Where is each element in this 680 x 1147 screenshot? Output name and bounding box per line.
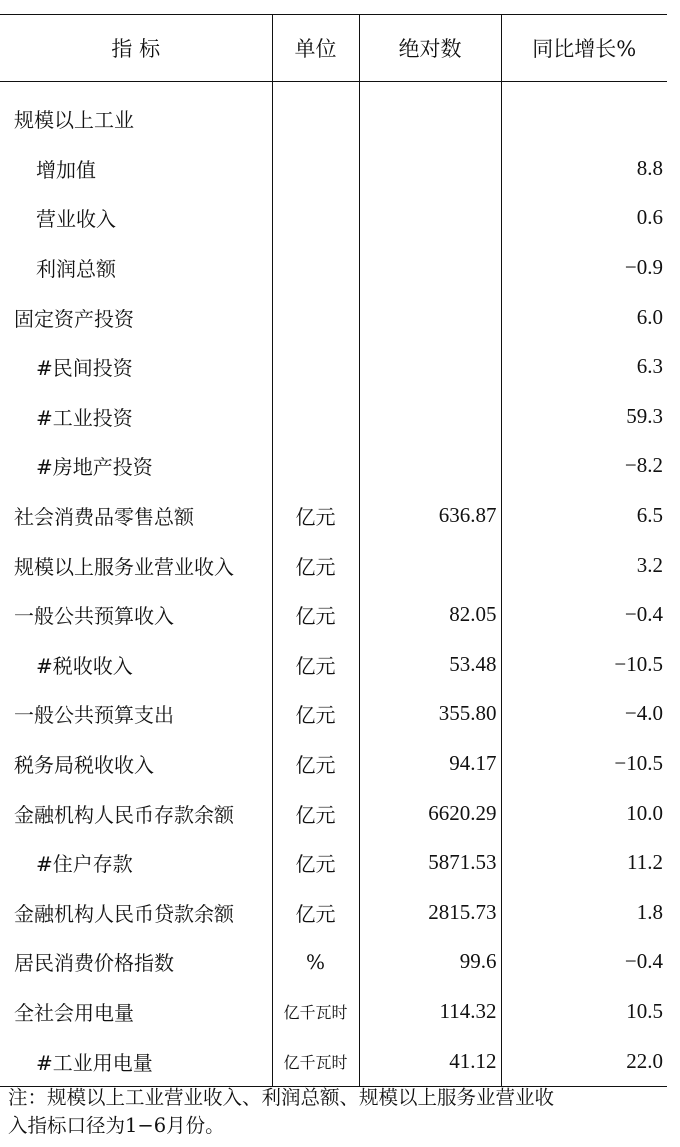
absolute-value-cell [359,193,501,243]
table-row [0,441,667,491]
table-row [0,342,667,392]
header-indicator: 指 标 [0,15,272,82]
table-row [0,243,667,293]
absolute-value-cell: 2815.73 [359,888,501,938]
absolute-value-cell: 41.12 [359,1036,501,1086]
absolute-value-cell: 355.80 [359,689,501,739]
absolute-value-cell [359,82,501,144]
header-absolute: 绝对数 [359,15,501,82]
statistics-table [0,14,667,1087]
indicator-cell: #工业用电量 [0,1036,272,1086]
table-row [0,838,667,888]
indicator-cell: 一般公共预算支出 [14,703,174,728]
table-body [0,82,667,1087]
indicator-cell: 营业收入 [36,207,116,232]
absolute-value-cell [359,342,501,392]
unit-cell: 亿元 [272,888,359,938]
table-row [0,392,667,442]
header-unit: 单位 [272,15,359,82]
unit-cell: 亿元 [272,590,359,640]
yoy-growth-cell [501,82,667,144]
unit-cell [272,82,359,144]
unit-cell: 亿元 [272,689,359,739]
yoy-growth-cell: −4.0 [501,689,667,739]
unit-cell [272,243,359,293]
yoy-growth-cell: 1.8 [501,888,667,938]
unit-cell: 亿元 [272,838,359,888]
absolute-value-cell [359,441,501,491]
table-row [0,491,667,541]
absolute-value-cell: 6620.29 [359,788,501,838]
yoy-growth-cell: 3.2 [501,540,667,590]
indicator-cell: 固定资产投资 [14,306,134,331]
footnote-line-1: 注：规模以上工业营业收入、利润总额、规模以上服务业营业收 [8,1086,555,1109]
footnote-line-2: 入指标口径为1−6月份。 [8,1114,225,1137]
yoy-growth-cell: 0.6 [501,193,667,243]
yoy-growth-cell: 10.5 [501,987,667,1037]
absolute-value-cell [359,392,501,442]
table-row [0,82,667,144]
absolute-value-cell: 53.48 [359,640,501,690]
indicator-cell: #民间投资 [36,356,133,381]
table-row [0,739,667,789]
yoy-growth-cell: 10.0 [501,788,667,838]
indicator-cell: 居民消费价格指数 [14,951,174,976]
footnote [8,1084,668,1140]
yoy-growth-cell: 8.8 [501,144,667,194]
indicator-cell: #房地产投资 [36,455,153,480]
table-row [0,888,667,938]
yoy-growth-cell: 11.2 [501,838,667,888]
indicator-cell: 税务局税收收入 [14,753,154,778]
yoy-growth-cell: −8.2 [501,441,667,491]
absolute-value-cell: 94.17 [359,739,501,789]
unit-cell [272,441,359,491]
indicator-cell: 金融机构人民币贷款余额 [14,901,234,926]
yoy-growth-cell: 59.3 [501,392,667,442]
absolute-value-cell: 636.87 [359,491,501,541]
yoy-growth-cell: −0.9 [501,243,667,293]
table-row [0,689,667,739]
unit-cell: 亿千瓦时 [272,987,359,1037]
unit-cell: % [272,937,359,987]
unit-cell: 亿千瓦时 [272,1036,359,1086]
table-row [0,292,667,342]
table-row [0,937,667,987]
table-row [0,640,667,690]
yoy-growth-cell: −0.4 [501,590,667,640]
yoy-growth-cell: −10.5 [501,739,667,789]
yoy-growth-cell: −10.5 [501,640,667,690]
indicator-cell: 一般公共预算收入 [14,604,174,629]
yoy-growth-cell: 6.3 [501,342,667,392]
absolute-value-cell: 82.05 [359,590,501,640]
absolute-value-cell: 5871.53 [359,838,501,888]
yoy-growth-cell: 6.5 [501,491,667,541]
indicator-cell: #税收收入 [36,653,133,678]
indicator-cell: #工业投资 [36,405,133,430]
indicator-cell: 规模以上服务业营业收入 [14,554,234,579]
statistics-table-container [0,14,667,1087]
table-row [0,144,667,194]
indicator-cell: 社会消费品零售总额 [14,505,194,530]
indicator-cell: 全社会用电量 [14,1000,134,1025]
table-row [0,1036,667,1086]
indicator-cell: 利润总额 [36,257,116,282]
unit-cell [272,292,359,342]
yoy-growth-cell: −0.4 [501,937,667,987]
unit-cell: 亿元 [272,739,359,789]
unit-cell: 亿元 [272,491,359,541]
unit-cell [272,342,359,392]
unit-cell [272,193,359,243]
yoy-growth-cell: 6.0 [501,292,667,342]
unit-cell: 亿元 [272,640,359,690]
absolute-value-cell [359,292,501,342]
unit-cell: 亿元 [272,540,359,590]
absolute-value-cell [359,243,501,293]
table-header-row [0,15,667,82]
table-row [0,987,667,1037]
absolute-value-cell [359,540,501,590]
header-yoy: 同比增长% [501,15,667,82]
indicator-cell: 金融机构人民币存款余额 [14,802,234,827]
indicator-cell: 规模以上工业 [14,108,134,133]
table-row [0,540,667,590]
absolute-value-cell [359,144,501,194]
absolute-value-cell: 99.6 [359,937,501,987]
indicator-cell: #住户存款 [36,852,133,877]
yoy-growth-cell: 22.0 [501,1036,667,1086]
table-row [0,193,667,243]
indicator-cell: 增加值 [36,157,96,182]
unit-cell [272,392,359,442]
table-row [0,590,667,640]
table-row [0,788,667,838]
unit-cell: 亿元 [272,788,359,838]
absolute-value-cell: 114.32 [359,987,501,1037]
unit-cell [272,144,359,194]
